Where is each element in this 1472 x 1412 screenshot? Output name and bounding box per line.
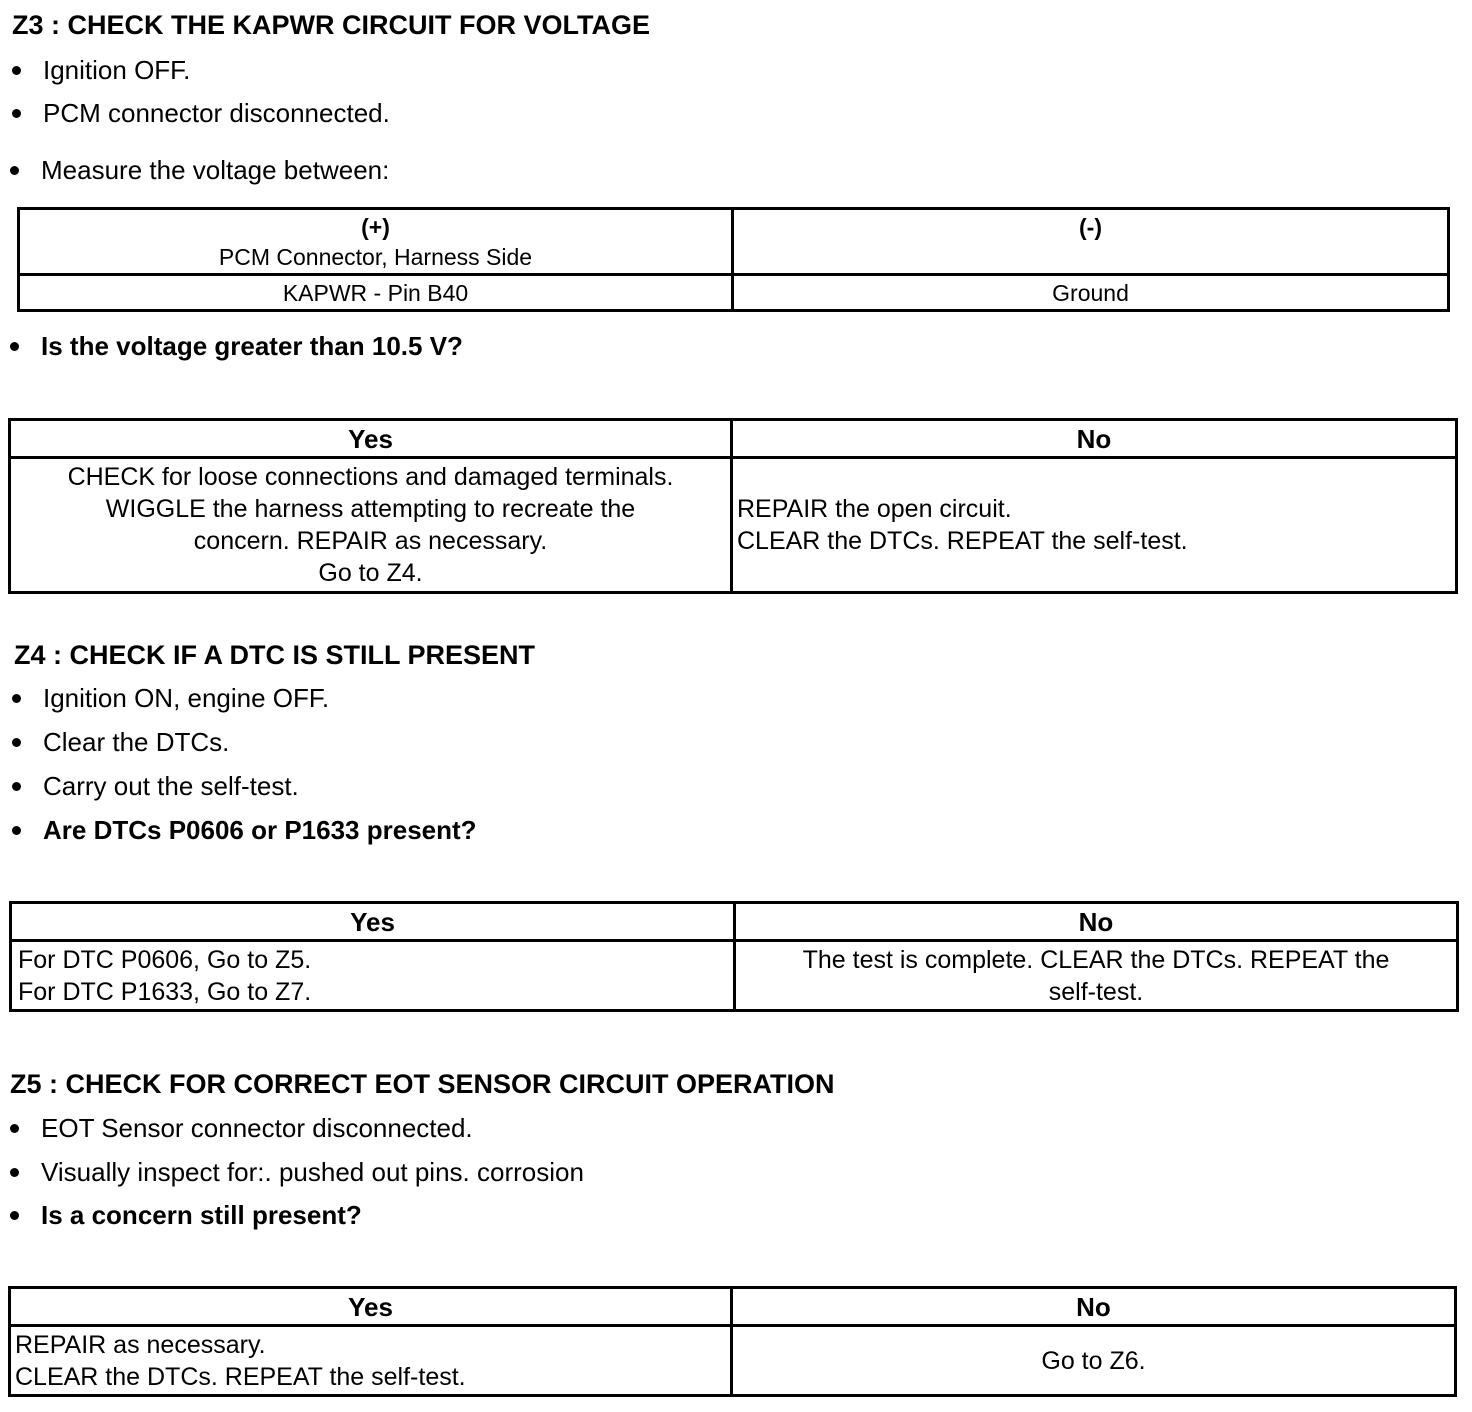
yes-cell xyxy=(10,458,732,593)
z5-step-2 xyxy=(10,1157,584,1187)
bullet-icon xyxy=(12,782,21,791)
bullet-icon xyxy=(12,694,21,703)
bullet-icon xyxy=(10,1211,19,1220)
minus-value: Ground xyxy=(733,275,1449,311)
no-header: No xyxy=(735,903,1458,941)
no-line: REPAIR the open circuit. xyxy=(737,495,1012,523)
bullet-icon xyxy=(10,342,19,351)
z3-step-3 xyxy=(10,155,389,185)
yes-line: For DTC P0606, Go to Z5. xyxy=(18,945,312,974)
yes-line: CHECK for loose connections and damaged terminals. xyxy=(67,463,674,491)
z4-question xyxy=(12,815,477,845)
yes-line: CLEAR the DTCs. REPEAT the self-test. xyxy=(15,1362,466,1391)
bullet-icon xyxy=(10,1124,19,1133)
z3-question xyxy=(10,331,463,361)
yes-line: concern. REPAIR as necessary. xyxy=(193,527,548,555)
yes-cell xyxy=(11,941,735,1011)
minus-header: (-) xyxy=(1079,214,1102,240)
yes-line: For DTC P1633, Go to Z7. xyxy=(18,977,312,1006)
z5-result-table xyxy=(8,1286,1457,1397)
bullet-icon xyxy=(12,66,21,75)
bullet-icon xyxy=(12,826,21,835)
step-text: Visually inspect for:. pushed out pins. corrosion xyxy=(41,1157,584,1187)
z4-result-table xyxy=(9,901,1459,1012)
z5-step-1 xyxy=(10,1113,473,1143)
z4-step-1 xyxy=(12,683,329,713)
no-header: No xyxy=(732,1288,1456,1326)
yes-header: Yes xyxy=(11,903,735,941)
z3-result-table xyxy=(8,418,1458,594)
bullet-icon xyxy=(12,738,21,747)
no-line: CLEAR the DTCs. REPEAT the self-test. xyxy=(737,527,1188,555)
question-text: Is a concern still present? xyxy=(41,1200,362,1230)
no-cell xyxy=(732,458,1457,593)
z3-heading: Z3 : CHECK THE KAPWR CIRCUIT FOR VOLTAGE xyxy=(12,10,650,40)
yes-header: Yes xyxy=(10,1288,732,1326)
plus-header-cell xyxy=(19,209,733,275)
step-text: Clear the DTCs. xyxy=(43,727,230,757)
z3-measure-table xyxy=(17,207,1450,312)
z5-heading: Z5 : CHECK FOR CORRECT EOT SENSOR CIRCUIT OPERATION xyxy=(10,1069,835,1099)
bullet-icon xyxy=(10,166,19,175)
yes-header: Yes xyxy=(10,420,732,458)
no-cell xyxy=(732,1326,1456,1396)
yes-cell xyxy=(10,1326,732,1396)
z4-step-2 xyxy=(12,727,229,757)
bullet-icon xyxy=(12,109,21,118)
step-text: Carry out the self-test. xyxy=(43,771,299,801)
no-line: The test is complete. CLEAR the DTCs. REPEAT the xyxy=(802,945,1390,974)
yes-line: Go to Z4. xyxy=(318,559,423,587)
no-line: Go to Z6. xyxy=(1041,1346,1146,1375)
z3-step-2 xyxy=(12,98,390,128)
z4-heading: Z4 : CHECK IF A DTC IS STILL PRESENT xyxy=(14,640,536,670)
no-line: self-test. xyxy=(1048,977,1144,1006)
z3-step-1 xyxy=(12,55,190,85)
step-text: PCM connector disconnected. xyxy=(43,98,390,128)
yes-line: REPAIR as necessary. xyxy=(15,1330,266,1359)
plus-header: (+) xyxy=(361,213,390,240)
step-text: Ignition ON, engine OFF. xyxy=(43,683,330,713)
question-text: Are DTCs P0606 or P1633 present? xyxy=(43,815,477,845)
step-text: EOT Sensor connector disconnected. xyxy=(41,1113,473,1143)
yes-line: WIGGLE the harness attempting to recreate the xyxy=(105,495,636,523)
no-header: No xyxy=(732,420,1457,458)
step-text: Measure the voltage between: xyxy=(41,155,390,185)
bullet-icon xyxy=(10,1168,19,1177)
z5-question xyxy=(10,1200,362,1230)
no-cell xyxy=(735,941,1458,1011)
step-text: Ignition OFF. xyxy=(43,55,191,85)
minus-header-cell xyxy=(733,209,1449,275)
z4-step-3 xyxy=(12,771,299,801)
plus-subheader: PCM Connector, Harness Side xyxy=(218,243,533,270)
plus-value: KAPWR - Pin B40 xyxy=(19,275,733,311)
question-text: Is the voltage greater than 10.5 V? xyxy=(41,331,463,361)
